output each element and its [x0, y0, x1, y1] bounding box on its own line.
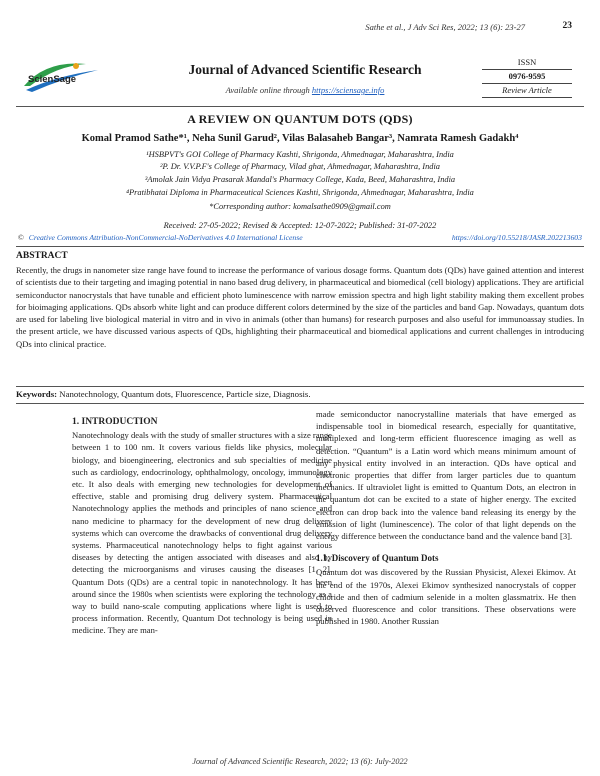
divider: [16, 106, 584, 107]
affiliation-4: ⁴Pratibhatai Diploma in Pharmaceutical Sciences Kashti, Shrigonda, Ahmednagar, Maharashtra, India: [126, 188, 474, 197]
affiliation-3: ³Amolak Jain Vidya Prasarak Mandal's Pharmacy College, Kada, Beed, Maharashtra, India: [144, 175, 456, 184]
doi-link[interactable]: https://doi.org/10.55218/JASR.202213603: [451, 233, 582, 242]
license-link[interactable]: Creative Commons Attribution-NonCommercial-NoDerivatives 4.0 International License: [28, 233, 303, 242]
corresponding-author: *Corresponding author: komalsathe0909@gmail.com: [209, 202, 391, 211]
article-dates: Received: 27-05-2022; Revised & Accepted: 12-07-2022; Published: 31-07-2022: [163, 221, 437, 230]
journal-website-link[interactable]: https://sciensage.info: [311, 85, 385, 95]
issn-value: 0976-9595: [482, 70, 572, 84]
section-heading-introduction: 1. INTRODUCTION: [72, 417, 158, 427]
divider: [16, 246, 584, 247]
abstract-text: Recently, the drugs in nanometer size range have found to increase the performance of various dosage forms. Quantum dots (QDs) have gained attention and interest of scientists due to their targeting and imaging potential in nano based drug delivery, in pharmaceutical and biomedical (cell biology) applications. They are artificial semiconductor nanocrystals that have tunable and efficient photo luminescence with narrow emission spectra and high light stability making them excellent probes for bioimaging applications. QDs absorb white light and can produce different colors determined by the size of the particles and band Gap. Nowadays, quantum dots are used for labeling live biological material in vitro and in vivo in animals (other than humans) for research purposes and also useful for immunoassay studies. In the present article, we have discussed various aspects of QDs, highlighting their pharmaceutical and biomedical applications and current challenges in introducing QDs into clinical practice.: [16, 265, 584, 349]
running-head-citation: Sathe et al., J Adv Sci Res, 2022; 13 (6): 23-27: [365, 22, 525, 32]
journal-online-line: [160, 85, 450, 95]
author-list: Komal Pramod Sathe*¹, Neha Sunil Garud², Vilas Balasaheb Bangar³, Namrata Ramesh Gadakh⁴: [81, 133, 519, 144]
affiliation-1: ¹HSBPVT's GOI College of Pharmacy Kashti, Shrigonda, Ahmednagar, Maharashtra, India: [146, 150, 454, 159]
keywords: [16, 389, 584, 399]
publisher-logo: [16, 56, 136, 100]
affiliation-2: ²P. Dr. V.V.P.F's College of Pharmacy, Vilad ghat, Ahmednagar, Maharashtra, India: [160, 162, 440, 171]
introduction-continued-text: made semiconductor nanocrystalline materials that have emerged as indispensable tool in biomedical research, especially for quantitative, multiplexed and long-term efficient fluorescence imaging as well as detection. “Quantum” is a Latin word which means minimum amount of any physical entity involved in an interaction. QDs have optical and electronic properties that differ from larger particles due to quantum mechanics. If ultraviolet light is emitted to Quantum Dots, an electron in the quantum dot can be excited to a state of higher energy. The excited electron can drop back into the valence band releasing its energy by the emission of light (luminescence). The color of that light depends on the energy difference between the conductance band and the valence band [3].: [316, 409, 576, 542]
running-head: [0, 22, 600, 36]
page-number: 23: [562, 21, 572, 31]
journal-title: Journal of Advanced Scientific Research: [188, 62, 422, 77]
issn-label: ISSN: [482, 56, 572, 70]
issn-box: [482, 56, 572, 98]
masthead: [0, 52, 600, 104]
introduction-text: Nanotechnology deals with the study of smaller structures with a size range between 1 to 100 nm. It covers various fields like physics, molecular biology, and bioengineering, electronics and sub specialties of medicine such as cardiology, endocrinology, ophthalmology, oncology, immunology etc. It also deals with emerging new technologies for development of effective, stable and promising drug delivery system. Pharmaceutical Nanotechnology applies the methods and principles of nano science and nano medicine to pharmacy for the development of new drug delivery systems which can overcome the drawbacks of conventional drug delivery systems. Pharmaceutical nanotechnology helps to fight against various diseases by detecting the antigen associated with diseases and also by detecting the microorganisms and viruses causing the diseases [1, 2]. Quantum Dots (QDs) are a central topic in nanotechnology. It has been around since the 1980s when scientists were exploring the technology as a way to build nano-scale computing applications where light is used to process information. Recently, Quantum Dot technology is being used in medicine. They are man-: [72, 430, 332, 636]
cc-icon: ©: [18, 233, 24, 242]
online-prefix: Available online through: [225, 85, 310, 95]
page-footer: Journal of Advanced Scientific Research, 2022; 13 (6): July-2022: [192, 757, 408, 766]
article-title: A REVIEW ON QUANTUM DOTS (QDS): [187, 112, 413, 126]
logo-text: ScienSage: [28, 74, 77, 85]
body-column-right: [316, 408, 576, 627]
abstract-heading: ABSTRACT: [16, 251, 68, 261]
divider: [16, 403, 584, 404]
keywords-text: Nanotechnology, Quantum dots, Fluorescence, Particle size, Diagnosis.: [59, 389, 311, 399]
divider: [16, 386, 584, 387]
keywords-label: Keywords:: [16, 389, 58, 399]
discovery-text: Quantum dot was discovered by the Russian Physicist, Alexei Ekimov. At the end of the 1970s, Alexei Ekimov synthesized nanocrystals of copper chloride and then of cadmium selenide in a molten glassmatrix. He then observed fluorescence and color transitions. These observations were published in 1980. Another Russian: [316, 567, 576, 627]
body-column-left: [72, 416, 332, 637]
license-line: [18, 233, 582, 242]
article-type: Review Article: [482, 84, 572, 98]
subsection-heading-discovery: 1.1. Discovery of Quantum Dots: [316, 553, 439, 564]
